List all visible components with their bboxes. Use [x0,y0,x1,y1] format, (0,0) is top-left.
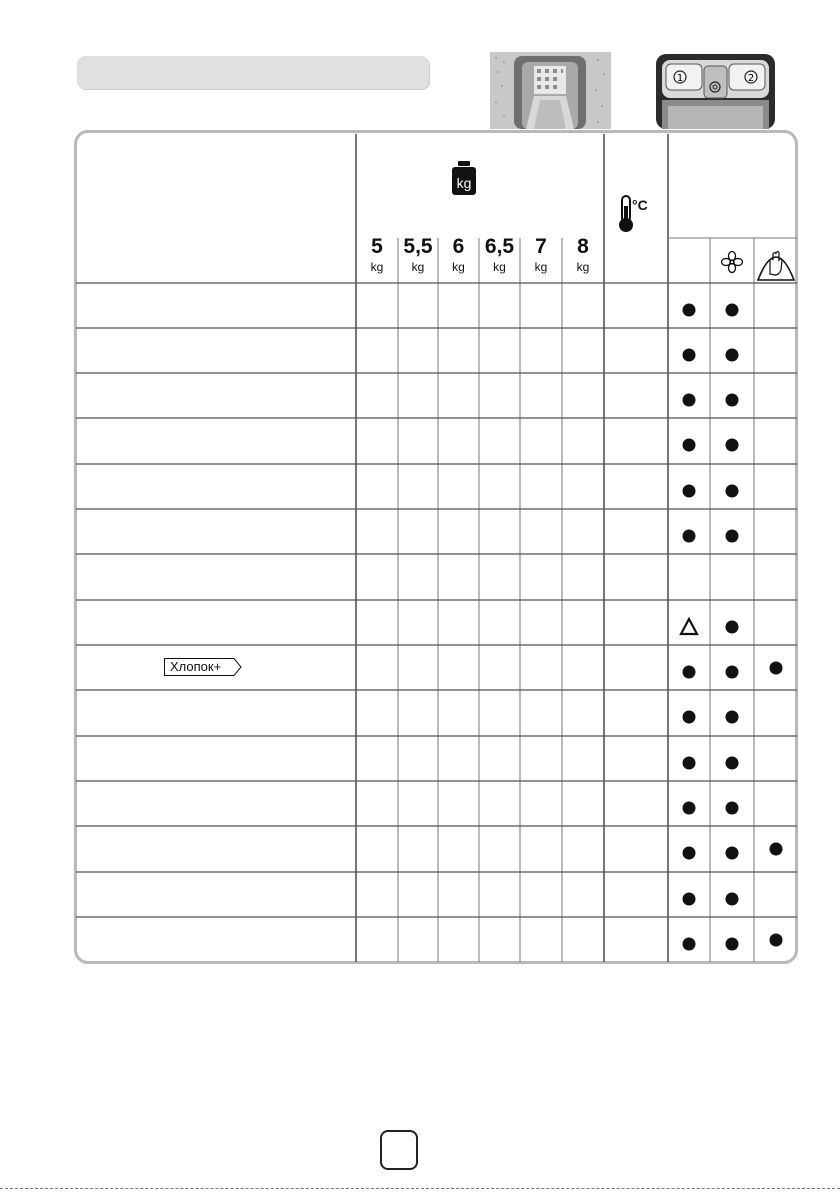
dot-mark [722,617,742,637]
dot-mark [722,662,742,682]
load-column-value: 7 [535,235,547,258]
weight-icon-label: kg [456,175,472,191]
dot-mark [722,526,742,546]
load-column-value: 5,5 [403,235,433,258]
dot-mark [722,707,742,727]
dot-mark [766,839,786,859]
load-column-unit: kg [411,260,425,274]
load-column-unit: kg [534,260,548,274]
dot-mark [722,798,742,818]
dot-mark [679,798,699,818]
load-column-value: 5 [371,235,383,258]
dot-mark [722,300,742,320]
dot-mark [679,707,699,727]
dot-mark [679,526,699,546]
dot-mark [679,481,699,501]
load-column-value: 6,5 [484,235,515,258]
detergent-compartment-photo [490,52,611,129]
load-column-value: 8 [577,235,589,258]
dot-mark [722,435,742,455]
program-tag-label: Хлопок+ [170,659,222,674]
dot-mark [722,345,742,365]
dot-mark [722,934,742,954]
dot-mark [679,843,699,863]
thermometer-icon [617,194,657,234]
dot-mark [722,843,742,863]
section-title-bar [77,56,429,89]
load-column-unit: kg [370,260,384,274]
triangle-mark [679,617,699,637]
dot-mark [766,658,786,678]
load-column-value: 6 [452,235,465,258]
hand-wash-icon [756,240,796,282]
dot-mark [722,753,742,773]
dot-mark [679,753,699,773]
load-column-unit: kg [576,260,590,274]
dot-mark [679,662,699,682]
softener-icon [720,250,744,274]
svg-text:2: 2 [747,73,755,84]
page-number-box [380,1130,418,1170]
dot-mark [679,390,699,410]
load-column-unit: kg [452,260,465,274]
dot-mark [679,300,699,320]
dot-mark [679,934,699,954]
dot-mark [766,930,786,950]
load-column-unit: kg [493,260,506,274]
dot-mark [722,889,742,909]
dot-mark [679,345,699,365]
dot-mark [722,390,742,410]
page-cut-line [0,1188,840,1189]
svg-text:1: 1 [676,73,684,84]
weight-icon [450,160,478,196]
dot-mark [722,481,742,501]
dot-mark [679,435,699,455]
dot-mark [679,889,699,909]
detergent-drawer-photo [648,52,783,129]
temperature-unit-label: °C [632,197,648,213]
program-tag-cotton-plus [164,658,221,676]
